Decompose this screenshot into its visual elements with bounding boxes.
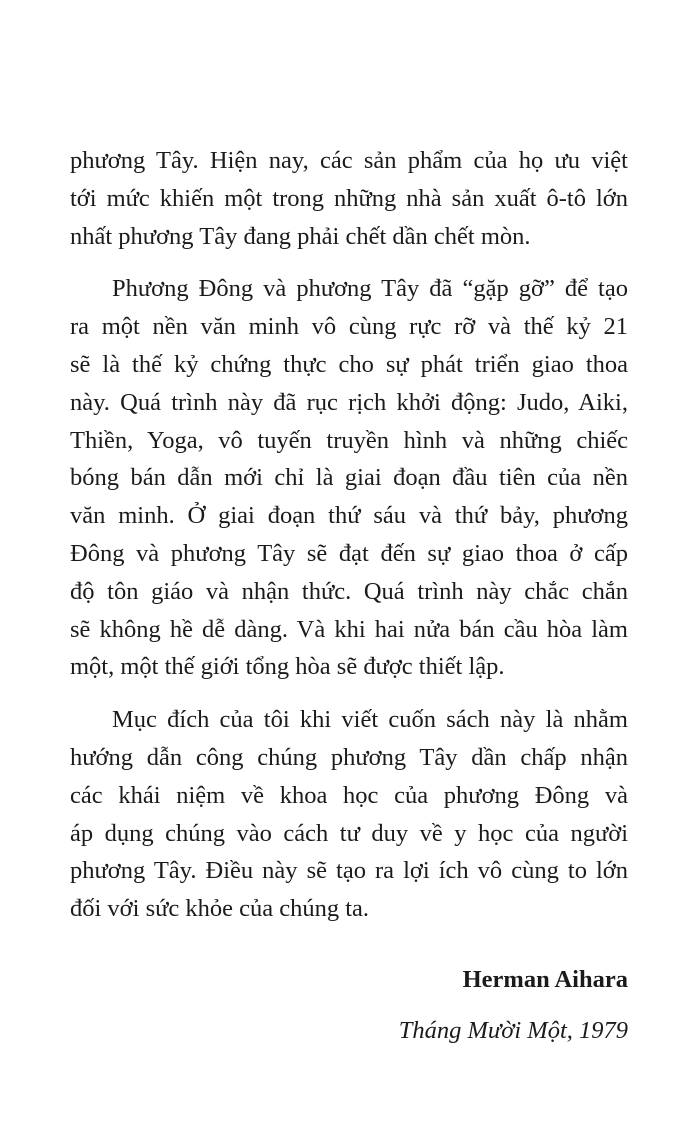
paragraph-2 [70,270,628,686]
text-line: phương Tây. Điều này sẽ tạo ra lợi ích vô cùng to lớn [70,857,628,885]
author-signature: Herman Aihara [462,965,628,993]
text-line: Mục đích của tôi khi viết cuốn sách này là nhằm [112,706,628,734]
signature-date: Tháng Mười Một, 1979 [398,1016,628,1044]
paragraph-3 [70,701,628,928]
text-line: sẽ không hề dễ dàng. Và khi hai nửa bán cầu hòa làm [70,615,628,643]
text-line: sẽ là thế kỷ chứng thực cho sự phát triển giao thoa [70,350,628,378]
text-line: nhất phương Tây đang phải chết dần chết mòn. [70,222,531,250]
text-line: Thiền, Yoga, vô tuyến truyền hình và những chiếc [70,426,628,454]
text-line: Phương Đông và phương Tây đã “gặp gỡ” để tạo [112,275,628,303]
text-line: tới mức khiến một trong những nhà sản xuất ô-tô lớn [70,184,628,212]
text-line: một, một thế giới tổng hòa sẽ được thiết lập. [70,653,505,681]
text-line: bóng bán dẫn mới chỉ là giai đoạn đầu tiên của nền [70,464,628,492]
text-line: các khái niệm về khoa học của phương Đông và [70,781,628,809]
text-line: này. Quá trình này đã rục rịch khởi động: Judo, Aiki, [70,388,628,416]
paragraph-1 [70,142,628,255]
text-line: hướng dẫn công chúng phương Tây dần chấp nhận [70,743,628,771]
text-line: đối với sức khỏe của chúng ta. [70,895,370,923]
text-line: Đông và phương Tây sẽ đạt đến sự giao thoa ở cấp [70,539,628,567]
text-line: phương Tây. Hiện nay, các sản phẩm của họ ưu việt [70,147,628,174]
text-line: độ tôn giáo và nhận thức. Quá trình này chắc chắn [70,577,628,605]
book-page [70,142,628,1049]
text-line: áp dụng chúng vào cách tư duy về y học của người [70,819,628,847]
text-line: văn minh. Ở giai đoạn thứ sáu và thứ bảy, phương [70,502,628,530]
text-line: ra một nền văn minh vô cùng rực rỡ và thế kỷ 21 [70,313,628,341]
